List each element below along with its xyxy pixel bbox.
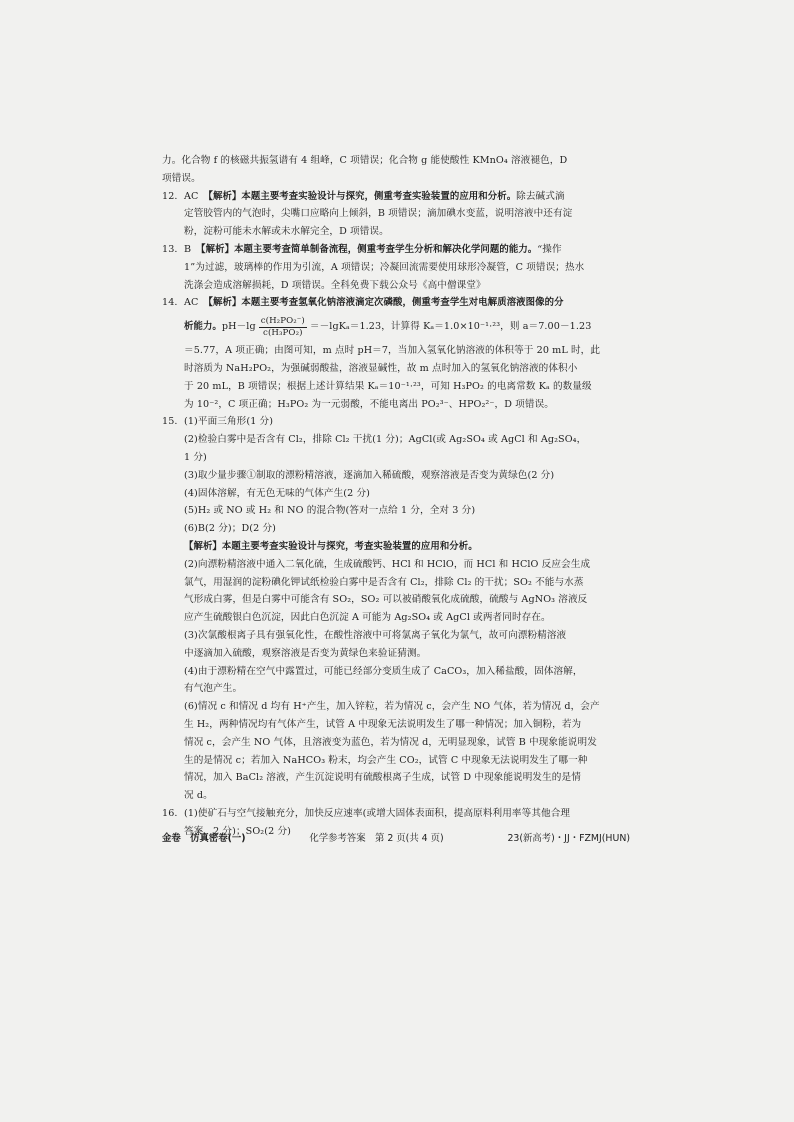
text-line: (4)固体溶解，有无色无味的气体产生(2 分): [184, 487, 371, 499]
text-line: (2)检验白雾中是否含有 Cl₂，排除 Cl₂ 干扰(1 分)；AgCl(或 Ag₂SO₄ 或 AgCl 和 Ag₂SO₄，: [184, 434, 587, 446]
answer-key: B: [184, 243, 192, 255]
text-line: 定管胶管内的气泡时，尖嘴口应略向上倾斜，B 项错误；滴加碘水变蓝，说明溶液中还有淀: [184, 208, 573, 220]
answer-15: [162, 413, 630, 805]
text-line: 有气泡产生。: [184, 683, 243, 695]
text-line: 为 10⁻²，C 项正确；H₃PO₂ 为一元弱酸，不能电离出 PO₂³⁻、HPO₂²⁻，D 项错误。: [184, 398, 554, 410]
text-line: 于 20 mL，B 项错误；根据上述计算结果 Kₐ＝10⁻¹·²³，可知 H₃PO₂ 的电离常数 Kₐ 的数量级: [184, 380, 592, 392]
text-line: 1”为过滤，玻璃棒的作用为引流，A 项错误；冷凝回流需要使用球形冷凝管，C 项错误；热水: [184, 261, 585, 273]
text-fragment: (1)平面三角形(1 分): [184, 416, 274, 428]
footer-code: 23(新高考)・JJ・FZMJ(HUN): [507, 833, 630, 844]
text-line: 项错误。: [162, 172, 201, 184]
answer-12: [162, 188, 630, 241]
answer-content: [162, 152, 630, 840]
text-line: 气形成白雾，但是白雾中可能含有 SO₂，SO₂ 可以被硝酸氧化成硫酸，硫酸与 AgNO₃ 溶液反: [184, 594, 588, 606]
analysis-heading-cont: 析能力。: [184, 321, 222, 333]
text-line: (5)H₂ 或 NO 或 H₂ 和 NO 的混合物(答对一点给 1 分，全对 3 分): [184, 505, 476, 517]
text-line: 情况 c，会产生 NO 气体，且溶液变为蓝色，若为情况 d，无明显现象，试管 B 中现象能说明发: [184, 736, 597, 748]
answer-13: [162, 241, 630, 294]
question-number: 13.: [162, 243, 178, 255]
question-number: 14.: [162, 297, 178, 309]
question-number: 16.: [162, 807, 178, 819]
question-number: 12.: [162, 190, 178, 202]
formula-rest: ＝－lgKₐ＝1.23，计算得 Kₐ＝1.0×10⁻¹·²³，则 a＝7.00－1.23: [309, 321, 592, 333]
fraction-denominator: c(H₃PO₂): [263, 327, 303, 338]
footer-series: 金卷 仿真密卷(一): [162, 833, 246, 844]
text-line: 洗涤会造成溶解损耗，D 项错误。全科免费下载公众号《高中僧课堂》: [184, 279, 486, 291]
text-line: 答案，2 分)；SO₂(2 分): [184, 825, 291, 837]
analysis-heading: 【解析】本题主要考查简单制备流程，侧重考查学生分析和解决化学问题的能力。: [200, 243, 538, 255]
page-footer: [162, 830, 630, 844]
text-line: 时溶质为 NaH₂PO₂，为强碱弱酸盐，溶液显碱性，故 m 点时加入的氢氧化钠溶液的体积小: [184, 362, 578, 374]
analysis-heading: 【解析】本题主要考查氢氧化钠溶液滴定次磷酸，侧重考查学生对电解质溶液图像的分: [208, 297, 564, 309]
fraction: [259, 316, 307, 339]
text-line: (6)情况 c 和情况 d 均有 H⁺产生，加入锌粒，若为情况 c，会产生 NO 气体，若为情况 d，会产: [184, 701, 600, 713]
footer-page-number: 化学参考答案 第 2 页(共 4 页): [309, 833, 444, 844]
text-line: (3)取少量步骤①制取的漂粉精溶液，逐滴加入稀硫酸，观察溶液是否变为黄绿色(2 分): [184, 469, 555, 481]
text-line: ＝5.77，A 项正确；由图可知，m 点时 pH＝7，当加入氢氧化钠溶液的体积等于 20 mL 时，此: [184, 345, 601, 357]
text-line: 粉，淀粉可能未水解或未水解完全，D 项错误。: [184, 226, 389, 238]
fraction-numerator: c(H₂PO₂⁻): [260, 315, 305, 326]
answer-key: AC: [184, 297, 199, 309]
text-line: 情况，加入 BaCl₂ 溶液，产生沉淀说明有硫酸根离子生成，试管 D 中现象能说明发生的是情: [184, 772, 581, 784]
text-fragment: (1)使矿石与空气接触充分，加快反应速率(或增大固体表面积，提高原料利用率等其他合理: [184, 807, 571, 819]
answer-14: [162, 294, 630, 413]
text-fragment: 除去碱式滴: [516, 190, 565, 202]
text-line: 中逐滴加入硫酸，观察溶液是否变为黄绿色来验证猜测。: [184, 647, 427, 659]
text-line: 氯气，用湿润的淀粉碘化钾试纸检验白雾中是否含有 Cl₂，排除 Cl₂ 的干扰；SO₂ 不能与水蒸: [184, 576, 584, 588]
text-line: (6)B(2 分)；D(2 分): [184, 523, 276, 535]
text-line: 1 分): [184, 451, 207, 463]
text-line: (3)次氯酸根离子具有强氧化性，在酸性溶液中可将氯离子氧化为氯气，故可向漂粉精溶液: [184, 629, 567, 641]
formula-line: [162, 312, 630, 342]
question-number: 15.: [162, 416, 178, 428]
text-line: 生的是情况 c；若加入 NaHCO₃ 粉末，均会产生 CO₂，试管 C 中现象无法说明发生了哪一种: [184, 754, 588, 766]
analysis-heading: 【解析】本题主要考查实验设计与探究，侧重考查实验装置的应用和分析。: [208, 190, 517, 202]
formula-ph: pH－lg: [221, 321, 256, 333]
text-line: 况 d。: [184, 790, 213, 802]
text-line: 生 H₂，两种情况均有气体产生，试管 A 中现象无法说明发生了哪一种情况；加入铜粉，若为: [184, 718, 582, 730]
text-line: 应产生硫酸银白色沉淀，因此白色沉淀 A 可能为 Ag₂SO₄ 或 AgCl 或两者同时存在。: [184, 612, 551, 624]
analysis-heading: 【解析】本题主要考查实验设计与探究，考查实验装置的应用和分析。: [184, 540, 478, 552]
answer-key: AC: [184, 190, 199, 202]
text-line: (4)由于漂粉精在空气中露置过，可能已经部分变质生成了 CaCO₃，加入稀盐酸，固体溶解，: [184, 665, 583, 677]
text-line: (2)向漂粉精溶液中通入二氧化硫，生成硫酸钙、HCl 和 HClO，而 HCl 和 HClO 反应会生成: [184, 558, 591, 570]
text-line: 力。化合物 f 的核磁共振氢谱有 4 组峰，C 项错误；化合物 g 能使酸性 KMnO₄ 溶液褪色，D: [162, 155, 568, 166]
text-fragment: “操作: [537, 243, 562, 255]
